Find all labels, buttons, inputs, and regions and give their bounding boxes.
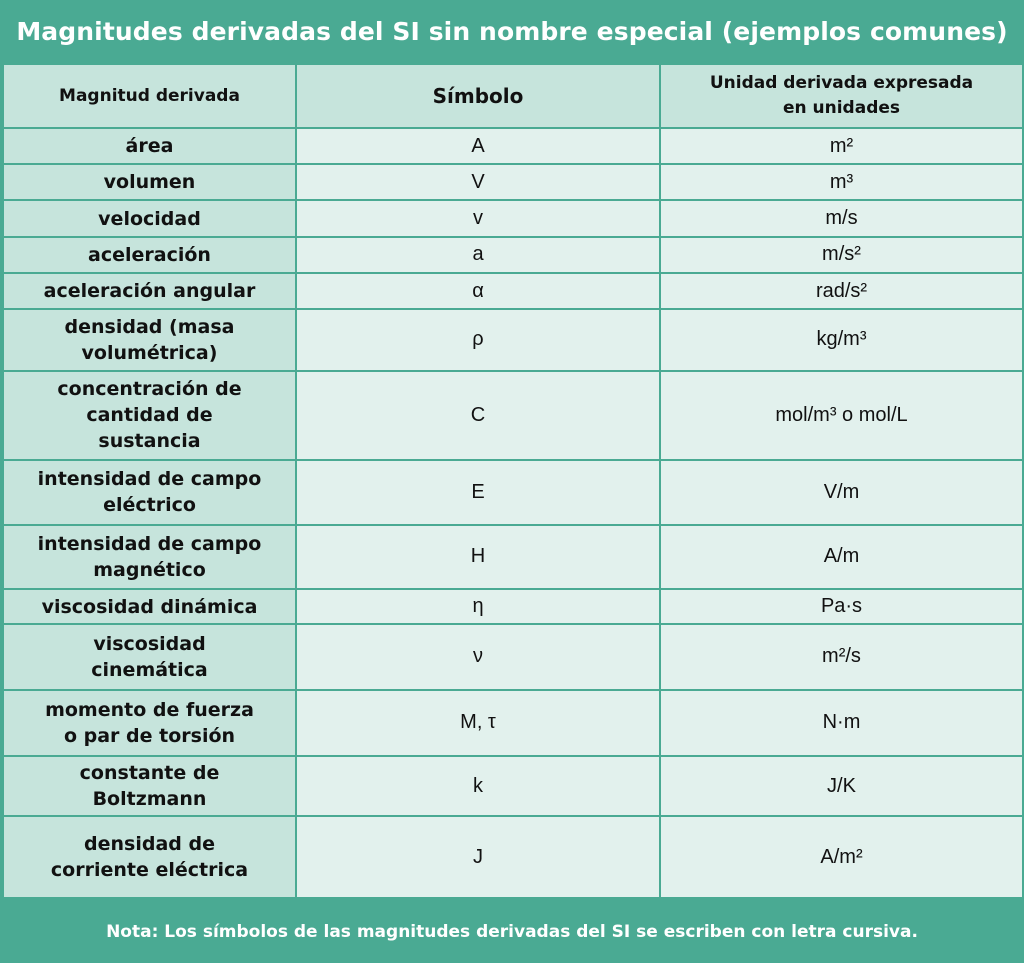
unidad-cell-text: m/s: [825, 207, 858, 230]
header-magnitud: Magnitud derivada: [3, 64, 296, 128]
header-unidad: [660, 64, 1023, 128]
magnitud-cell: [3, 200, 296, 236]
magnitud-cell-text: aceleración angular: [43, 280, 256, 303]
table-row: [3, 589, 1023, 624]
magnitud-cell: [3, 128, 296, 164]
magnitud-cell-text: volumen: [103, 171, 196, 194]
simbolo-cell: [296, 200, 660, 236]
unidad-cell-text: mol/m³ o mol/L: [775, 403, 908, 426]
table-row: [3, 460, 1023, 524]
unidad-cell-text: V/m: [823, 480, 860, 503]
simbolo-cell-text: E: [471, 480, 485, 503]
table-row: [3, 237, 1023, 273]
magnitud-cell: [3, 816, 296, 898]
magnitud-cell-text: viscosidad dinámica: [41, 595, 258, 618]
unidad-cell-text: m²: [829, 134, 854, 157]
unidad-cell: [660, 624, 1023, 689]
simbolo-cell-text: C: [470, 403, 486, 426]
simbolo-cell-text: V: [471, 170, 485, 193]
table-row: [3, 309, 1023, 370]
magnitud-cell-text: aceleración: [88, 243, 211, 266]
unidad-cell: [660, 309, 1023, 370]
simbolo-cell-text: v: [473, 207, 483, 230]
unidad-cell-text: m²/s: [822, 645, 861, 668]
unidad-cell: [660, 237, 1023, 273]
magnitud-cell-text: área: [125, 135, 174, 158]
simbolo-cell: [296, 690, 660, 756]
magnitud-cell-text: momento de fuerza o par de torsión: [45, 698, 254, 747]
magnitud-cell: [3, 756, 296, 816]
magnitud-cell: [3, 525, 296, 589]
magnitud-cell: [3, 273, 296, 309]
table-body: [3, 128, 1023, 898]
simbolo-cell-text: η: [472, 595, 484, 618]
magnitud-cell-text: constante de Boltzmann: [79, 762, 220, 811]
table-row: [3, 690, 1023, 756]
simbolo-cell-text: A: [471, 134, 485, 157]
magnitud-cell: [3, 690, 296, 756]
table-row: [3, 525, 1023, 589]
unidad-cell: [660, 273, 1023, 309]
magnitud-cell: [3, 371, 296, 461]
simbolo-cell: [296, 164, 660, 200]
unidad-cell-text: N·m: [822, 711, 861, 734]
simbolo-cell-text: ρ: [472, 328, 484, 351]
simbolo-cell-text: ν: [473, 645, 483, 668]
unidad-cell-text: A/m: [823, 545, 860, 568]
simbolo-cell: [296, 756, 660, 816]
unidad-cell: [660, 589, 1023, 624]
header-row: [3, 64, 1023, 128]
unidad-cell: [660, 816, 1023, 898]
table-row: [3, 624, 1023, 689]
table-row: [3, 200, 1023, 236]
simbolo-cell: [296, 460, 660, 524]
magnitud-cell-text: densidad (masa volumétrica): [64, 315, 235, 364]
simbolo-cell-text: a: [472, 243, 484, 266]
simbolo-cell-text: J: [473, 845, 483, 868]
si-derived-quantities-table: [2, 63, 1024, 899]
simbolo-cell-text: k: [473, 774, 483, 797]
simbolo-cell-text: H: [470, 545, 486, 568]
magnitud-cell: [3, 164, 296, 200]
footnote: Nota: Los símbolos de las magnitudes derivadas del SI se escriben con letra cursiva.: [106, 921, 918, 942]
unidad-cell: [660, 200, 1023, 236]
unidad-cell-text: kg/m³: [816, 328, 867, 351]
unidad-cell-text: J/K: [827, 774, 856, 797]
simbolo-cell-text: α: [472, 279, 484, 302]
magnitud-cell: [3, 309, 296, 370]
simbolo-cell: [296, 273, 660, 309]
simbolo-cell: [296, 589, 660, 624]
unidad-cell: [660, 460, 1023, 524]
unidad-cell: [660, 128, 1023, 164]
magnitud-cell-text: viscosidad cinemática: [91, 632, 208, 681]
simbolo-cell: [296, 237, 660, 273]
unidad-cell: [660, 690, 1023, 756]
simbolo-cell: [296, 816, 660, 898]
simbolo-cell: [296, 624, 660, 689]
unidad-cell-text: Pa·s: [820, 595, 863, 618]
unidad-cell: [660, 756, 1023, 816]
magnitud-cell-text: intensidad de campo eléctrico: [37, 468, 262, 517]
simbolo-cell: [296, 128, 660, 164]
table-title: Magnitudes derivadas del SI sin nombre especial (ejemplos comunes): [16, 16, 1008, 46]
unidad-cell: [660, 525, 1023, 589]
magnitud-cell-text: intensidad de campo magnético: [37, 532, 262, 581]
simbolo-cell-text: M, τ: [460, 711, 496, 734]
simbolo-cell: [296, 371, 660, 461]
unidad-cell-text: A/m²: [820, 845, 863, 868]
unidad-cell-text: m/s²: [822, 243, 861, 266]
table-row: [3, 816, 1023, 898]
table-row: [3, 371, 1023, 461]
unidad-cell: [660, 371, 1023, 461]
header-simbolo: Símbolo: [296, 64, 660, 128]
magnitud-cell: [3, 589, 296, 624]
magnitud-cell: [3, 624, 296, 689]
table-row: [3, 164, 1023, 200]
simbolo-cell: [296, 309, 660, 370]
unidad-cell-text: rad/s²: [815, 279, 868, 302]
magnitud-cell: [3, 460, 296, 524]
header-unidad-text: Unidad derivada expresada en unidades: [709, 73, 974, 118]
magnitud-cell-text: concentración de cantidad de sustancia: [57, 378, 242, 453]
table-row: [3, 756, 1023, 816]
magnitud-cell-text: densidad de corriente eléctrica: [50, 833, 249, 882]
simbolo-cell: [296, 525, 660, 589]
unidad-cell: [660, 164, 1023, 200]
magnitud-cell-text: velocidad: [98, 207, 201, 230]
magnitud-cell: [3, 237, 296, 273]
unidad-cell-text: m³: [829, 170, 854, 193]
table-row: [3, 128, 1023, 164]
table-row: [3, 273, 1023, 309]
